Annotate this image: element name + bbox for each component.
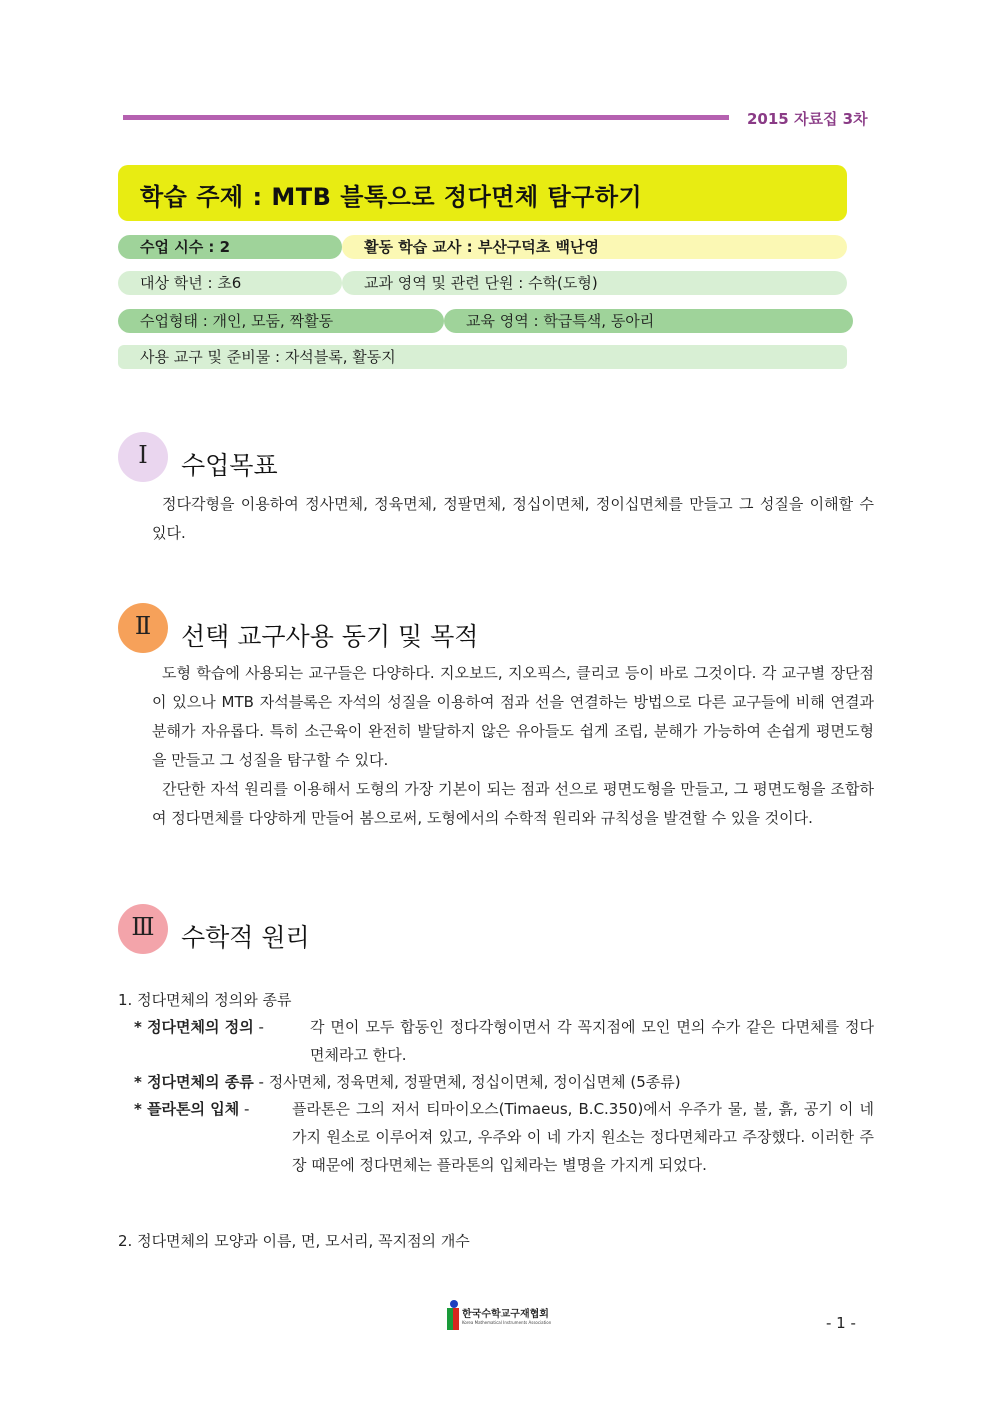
header-label: 2015 자료집 3차 [747,110,868,128]
section-1-title: 수업목표 [181,451,278,480]
section-1-body [152,490,874,548]
definition-term-2: * 정다면체의 종류 [134,1073,254,1091]
definition-dash-3: - [239,1100,250,1118]
section-3-numeral: Ⅲ [118,904,168,954]
section-2-title: 선택 교구사용 동기 및 목적 [181,622,479,651]
section-1-paragraph: 정다각형을 이용하여 정사면체, 정육면체, 정팔면체, 정십이면체, 정이십면체를 만들고 그 성질을 이해할 수 있다. [152,495,874,542]
footer-logo [446,1300,556,1332]
section-2-paragraph-1: 도형 학습에 사용되는 교구들은 다양하다. 지오보드, 지오픽스, 클리코 등이 바로 그것이다. 각 교구별 장단점이 있으나 MTB 자석블록은 자석의 성질을 이용하여 점과 선을 연결하는 방법으로 다른 교구들에 비해 연결과 분해가 자유롭다. 특히 소근육이 완전히 발달하지 않은 유아들도 쉽게 조립, 분해가 가능하여 손쉽게 평면도형을 만들고 그 성질을 탐구할 수 있다. [152,664,874,769]
section-2-body [152,659,874,833]
definition-term-3: * 플라톤의 입체 [134,1100,240,1118]
info-grade: 대상 학년 : 초6 [118,271,342,295]
subheading-2: 2. 정다면체의 모양과 이름, 면, 모서리, 꼭지점의 개수 [118,1232,470,1250]
page-number: - 1 - [826,1314,856,1332]
definition-body-1: 각 면이 모두 합동인 정다각형이면서 각 꼭지점에 모인 면의 수가 같은 다면체를 정다면체라고 한다. [310,1018,874,1064]
definition-dash-1: - [253,1018,264,1036]
info-form: 수업형태 : 개인, 모둠, 짝활동 [118,309,444,333]
info-edu-area: 교육 영역 : 학급특색, 동아리 [444,309,853,333]
info-teacher: 활동 학습 교사 : 부산구덕초 백난영 [342,235,847,259]
definition-body-3: 플라톤은 그의 저서 티마이오스(Timaeus, B.C.350)에서 우주가 물, 불, 흙, 공기 이 네 가지 원소로 이루어져 있고, 우주와 이 네 가지 원소는 정다면체라고 주장했다. 이러한 주장 때문에 정다면체는 플라톤의 입체라는 별명을 가지게 되었다. [292,1100,874,1174]
footer-logo-text: 한국수학교구재협회 [462,1309,549,1320]
footer-logo-subtext: Korea Mathematical Instruments Association [462,1320,552,1325]
definition-body-2: 정사면체, 정육면체, 정팔면체, 정십이면체, 정이십면체 (5종류) [268,1073,681,1091]
definition-term-1: * 정다면체의 정의 [134,1018,254,1036]
definition-dash-2: - [253,1073,269,1091]
section-2-paragraph-2: 간단한 자석 원리를 이용해서 도형의 가장 기본이 되는 점과 선으로 평면도형을 만들고, 그 평면도형을 조합하여 정다면체를 다양하게 만들어 봄으로써, 도형에서의 수학적 원리와 규칙성을 발견할 수 있을 것이다. [152,780,874,827]
title-banner [118,165,847,221]
header-divider [123,115,729,120]
subheading-1: 1. 정다면체의 정의와 종류 [118,991,292,1009]
definition-item-2 [134,1068,874,1096]
info-subject: 교과 영역 및 관련 단원 : 수학(도형) [342,271,847,295]
info-materials: 사용 교구 및 준비물 : 자석블록, 활동지 [118,345,847,369]
info-hours: 수업 시수 : 2 [118,235,342,259]
section-3-title: 수학적 원리 [181,923,310,952]
section-1-numeral: Ⅰ [118,432,168,482]
page-title: 학습 주제 : MTB 블톡으로 정다면체 탐구하기 [140,183,643,211]
section-2-numeral: Ⅱ [118,603,168,653]
